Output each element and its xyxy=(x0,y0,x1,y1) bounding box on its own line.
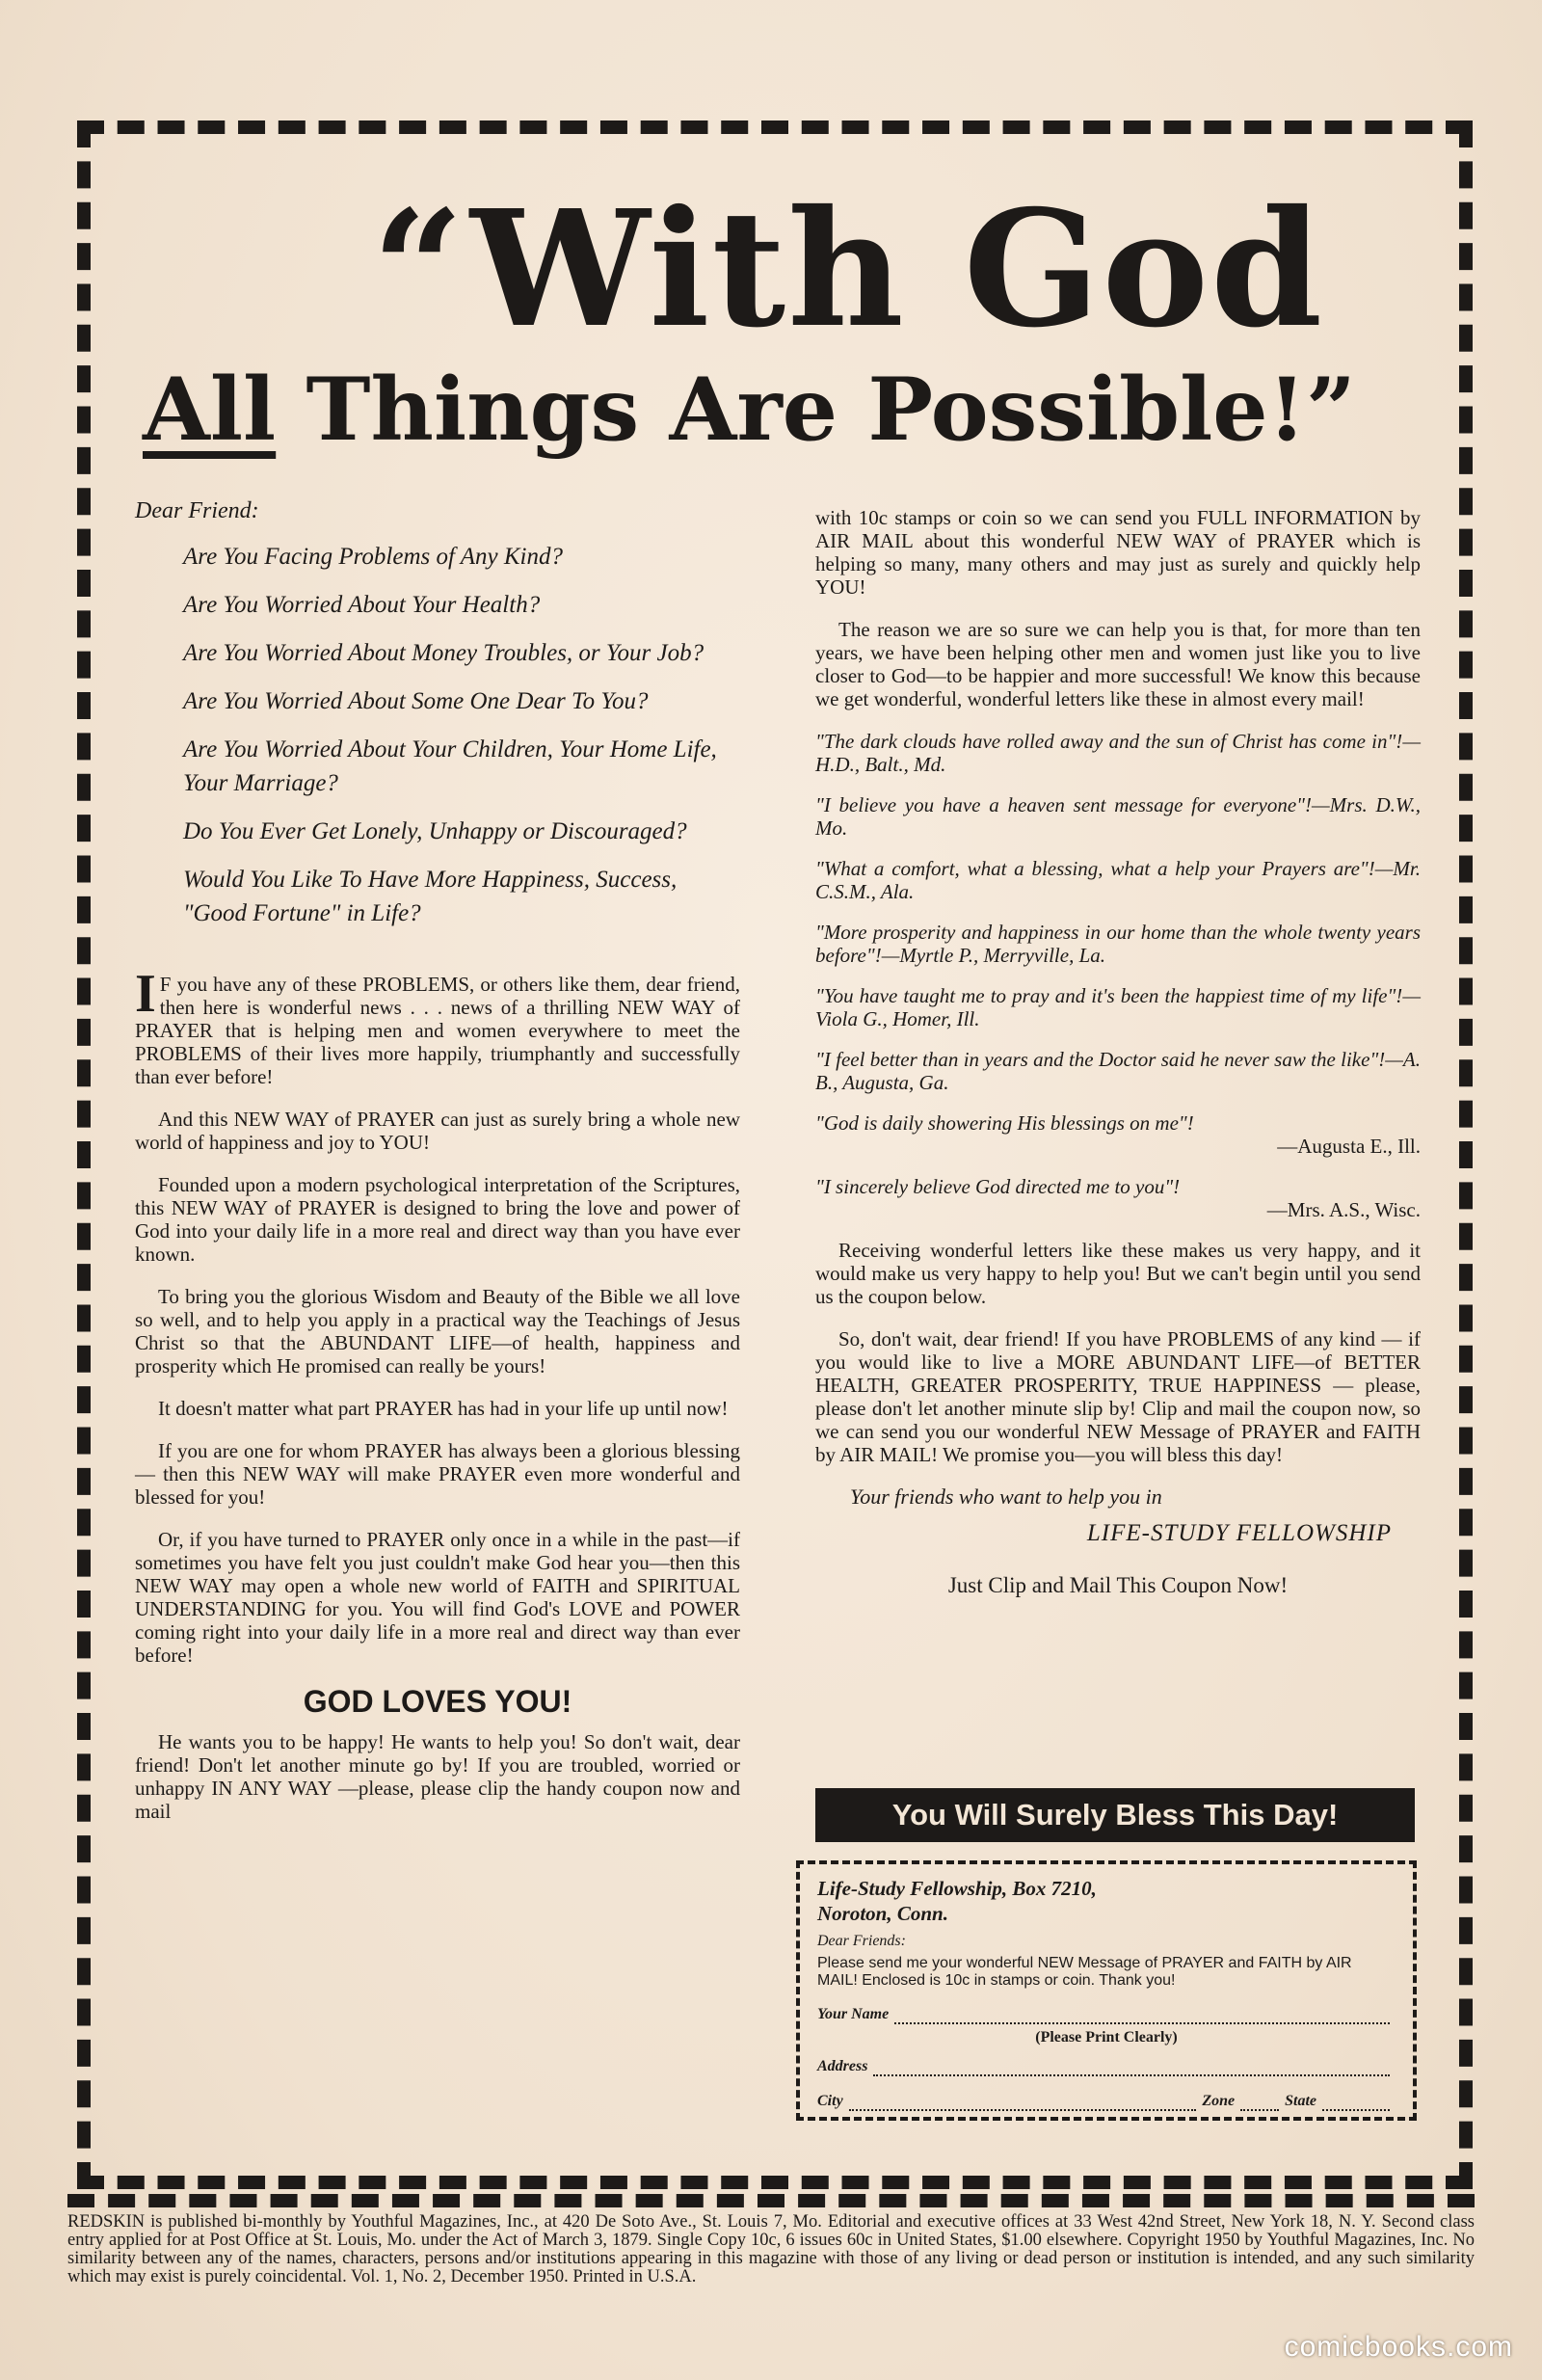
coupon-address-line2: Noroton, Conn. xyxy=(817,1902,948,1925)
coupon-address-row xyxy=(817,2057,1396,2076)
testimonial-quote: "God is daily showering His blessings on me"! xyxy=(815,1111,1194,1135)
god-loves-you-heading: GOD LOVES YOU! xyxy=(303,1684,572,1719)
question-6: Do You Ever Get Lonely, Unhappy or Discouraged? xyxy=(183,818,687,844)
intro-paragraph xyxy=(135,964,740,1088)
fellowship-name: LIFE-STUDY FELLOWSHIP xyxy=(1086,1520,1392,1546)
mail-coupon[interactable] xyxy=(796,1860,1417,2121)
coupon-dear-friends: Dear Friends: xyxy=(817,1933,906,1949)
print-clearly-note: (Please Print Clearly) xyxy=(1035,2029,1178,2046)
testimonial xyxy=(815,730,1421,776)
name-field[interactable] xyxy=(894,2009,1390,2024)
testimonial-signature: —Myrtle P., Merryville, La. xyxy=(881,944,1106,967)
paragraph-5: It doesn't matter what part PRAYER has had in your life up until now! xyxy=(158,1397,729,1420)
testimonial-quote: "I feel better than in years and the Doctor said he never saw the like"! xyxy=(815,1048,1386,1071)
testimonial xyxy=(815,1175,1421,1221)
closing-paragraph: He wants you to be happy! He wants to help you! So don't wait, dear friend! Don't let another minute go by! If you are troubled, worried or unhappy IN ANY WAY —please, please clip the handy coupon now and mail xyxy=(135,1730,740,1823)
testimonial-quote: "What a comfort, what a blessing, what a help your Prayers are"! xyxy=(815,857,1375,880)
city-field[interactable] xyxy=(849,2096,1197,2111)
testimonial-signature: —Mrs. D.W., Mo. xyxy=(815,793,1421,840)
testimonial xyxy=(815,1048,1421,1094)
zone-label: Zone xyxy=(1202,2093,1236,2109)
question-1: Are You Facing Problems of Any Kind? xyxy=(183,544,563,570)
testimonial xyxy=(815,793,1421,840)
publication-indicia: REDSKIN is published bi-monthly by Youthful Magazines, Inc., at 420 De Soto Ave., St. Louis 7, Mo. Editorial and executive offices at 33 West 42nd Street, New York 18, N. Y. Second class entry applied for at Post Office at St. Louis, Mo. under the Act of March 3, 1879. Single Copy 10c, 6 issues 60c in United States, $1.00 elsewhere. Copyright 1950 by Youthful Magazines, Inc. No similarity between any of the names, characters, persons and/or institutions appearing in this magazine with those of any living or dead person or institution is intended, and any such similarity which may exist is purely coincidental. Vol. 1, No. 2, December 1950. Printed in U.S.A. xyxy=(67,2212,1475,2286)
testimonial-signature: —A. B., Augusta, Ga. xyxy=(815,1048,1421,1094)
footer-dashed-rule xyxy=(67,2194,1475,2207)
bless-this-day-banner: You Will Surely Bless This Day! xyxy=(815,1788,1415,1842)
state-field[interactable] xyxy=(1322,2096,1390,2111)
paragraph-2: And this NEW WAY of PRAYER can just as surely bring a whole new world of happiness and joy to YOU! xyxy=(135,1108,740,1154)
testimonial-quote: "I sincerely believe God directed me to you"! xyxy=(815,1175,1181,1198)
testimonial-signature: —H.D., Balt., Md. xyxy=(815,730,1421,776)
headline-all-things-possible xyxy=(143,357,1434,463)
signoff: Your friends who want to help you in xyxy=(850,1484,1162,1509)
coupon-city-row xyxy=(817,2092,1396,2111)
coupon-address-line1: Life-Study Fellowship, Box 7210, xyxy=(817,1877,1097,1900)
testimonial-quote: "The dark clouds have rolled away and the sun of Christ has come in"! xyxy=(815,730,1403,753)
zone-field[interactable] xyxy=(1240,2096,1279,2111)
question-7: Would You Like To Have More Happiness, Success, "Good Fortune" in Life? xyxy=(183,867,678,926)
testimonial xyxy=(815,1111,1421,1158)
headline-with-god: “With God xyxy=(371,175,1325,363)
testimonial-signature: —Mr. C.S.M., Ala. xyxy=(815,857,1421,903)
testimonial-signature: —Viola G., Homer, Ill. xyxy=(815,984,1421,1030)
testimonial-quote: "More prosperity and happiness in our home than the whole twenty years before"! xyxy=(815,921,1421,967)
testimonial xyxy=(815,857,1421,903)
question-4: Are You Worried About Some One Dear To You? xyxy=(183,688,649,714)
continuation-paragraph: with 10c stamps or coin so we can send you FULL INFORMATION by AIR MAIL about this wonderful NEW WAY of PRAYER which is helping so many, many others and may just as surely and quickly help YOU! xyxy=(815,506,1421,599)
city-label: City xyxy=(817,2093,843,2109)
headline-rest: Things Are Possible!” xyxy=(276,359,1356,461)
question-3: Are You Worried About Money Troubles, or Your Job? xyxy=(183,640,705,666)
receiving-paragraph: Receiving wonderful letters like these makes us very happy, and it would make us very happy to help you! But we can't begin until you send us the coupon below. xyxy=(815,1239,1421,1308)
intro-text: F you have any of these PROBLEMS, or others like them, dear friend, then here is wonderful news . . . news of a thrilling NEW WAY of PRAYER that is helping men and women everywhere to meet the PROBLEMS of their lives more happily, triumphantly and successfully than ever before! xyxy=(135,973,740,1088)
paragraph-4: To bring you the glorious Wisdom and Beauty of the Bible we all love so well, and to help you apply in a practical way the Teachings of Jesus Christ so that the ABUNDANT LIFE—of health, happiness and prosperity which He promised can really be yours! xyxy=(135,1285,740,1377)
testimonial xyxy=(815,984,1421,1030)
question-2: Are You Worried About Your Health? xyxy=(183,592,541,618)
state-label: State xyxy=(1285,2093,1316,2109)
paragraph-6: If you are one for whom PRAYER has always been a glorious blessing — then this NEW WAY will make PRAYER even more wonderful and blessed for you! xyxy=(135,1439,740,1509)
coupon-name-row xyxy=(817,2005,1396,2024)
name-label: Your Name xyxy=(817,2006,890,2022)
coupon-request-text: Please send me your wonderful NEW Message of PRAYER and FAITH by AIR MAIL! Enclosed is 10c in stamps or coin. Thank you! xyxy=(817,1955,1352,1989)
question-5: Are You Worried About Your Children, Your Home Life, Your Marriage? xyxy=(183,736,717,796)
salutation: Dear Friend: xyxy=(135,498,259,523)
testimonial-signature: —Mrs. A.S., Wisc. xyxy=(1266,1198,1421,1221)
testimonial-signature: —Augusta E., Ill. xyxy=(1277,1135,1421,1158)
headline-all-underlined: All xyxy=(143,359,277,461)
right-column xyxy=(815,506,1421,1611)
address-label: Address xyxy=(817,2058,868,2074)
testimonial xyxy=(815,921,1421,967)
paragraph-7: Or, if you have turned to PRAYER only once in a while in the past—if sometimes you have felt you just couldn't make God hear you—then this NEW WAY may open a whole new world of FAITH and SPIRITUAL UNDERSTANDING for you. You will find God's LOVE and POWER coming right into your daily life in a more real and direct way than ever before! xyxy=(135,1528,740,1667)
left-column xyxy=(135,499,740,1842)
address-field[interactable] xyxy=(873,2061,1390,2076)
paragraph-3: Founded upon a modern psychological interpretation of the Scriptures, this NEW WAY of PRAYER is designed to bring the love and power of God into your daily life in a more real and direct way than you have ever known. xyxy=(135,1173,740,1266)
reason-paragraph: The reason we are so sure we can help you is that, for more than ten years, we have been helping other men and women just like you to live closer to God—to be happier and more successful! We know this because we get wonderful, wonderful letters like these in almost every mail! xyxy=(815,618,1421,710)
clip-instruction: Just Clip and Mail This Coupon Now! xyxy=(947,1573,1289,1597)
testimonial-quote: "I believe you have a heaven sent message for everyone"! xyxy=(815,793,1312,816)
testimonial-quote: "You have taught me to pray and it's been the happiest time of my life"! xyxy=(815,984,1403,1007)
drop-cap: I xyxy=(135,964,156,1024)
dont-wait-paragraph: So, don't wait, dear friend! If you have PROBLEMS of any kind — if you would like to live a MORE ABUNDANT LIFE—of BETTER HEALTH, GREATER PROSPERITY, TRUE HAPPINESS — please, please don't let another minute slip by! Clip and mail the coupon now, so we can send you our wonderful NEW Message of PRAYER and FAITH by AIR MAIL! We promise you—you will bless this day! xyxy=(815,1327,1421,1466)
site-watermark: comicbooks.com xyxy=(1284,2331,1513,2363)
